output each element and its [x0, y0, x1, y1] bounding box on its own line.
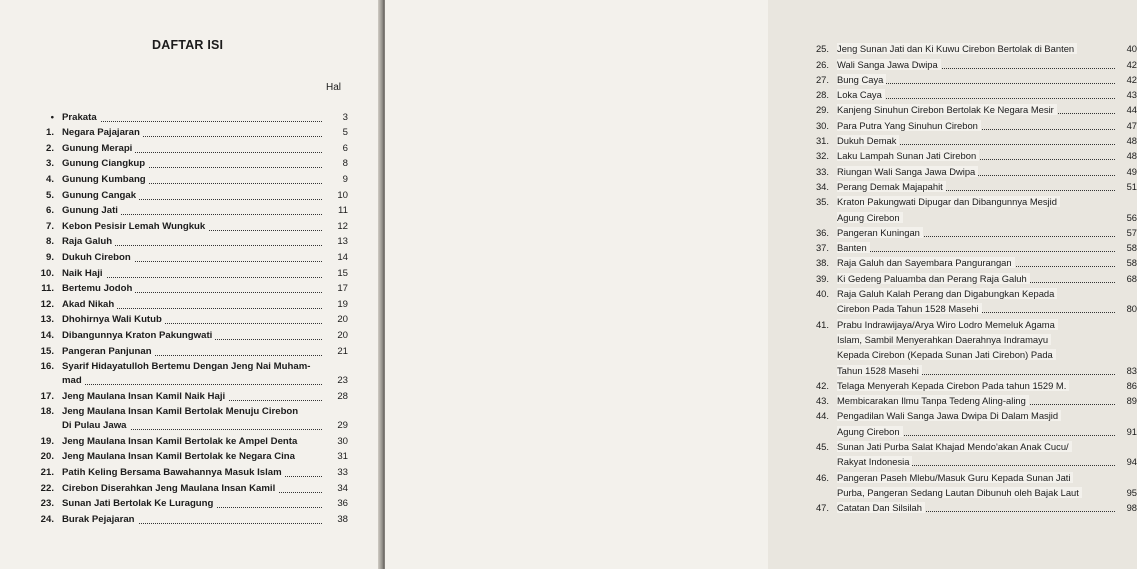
toc-entry-number: 37.: [815, 242, 829, 254]
toc-entry-number: 5.: [45, 189, 54, 201]
toc-entry-number: 25.: [815, 43, 829, 55]
toc-entry-title: Rakyat Indonesia: [837, 456, 912, 467]
toc-entry-title-wrap: [829, 456, 1115, 468]
toc-entry: [26, 448, 348, 464]
toc-entry-number: 2.: [45, 142, 54, 154]
toc-entry: [26, 217, 348, 233]
toc-entry: [26, 170, 348, 186]
toc-entry-page: 42: [1126, 58, 1137, 70]
toc-entry: [803, 269, 1137, 284]
toc-entry-title: Banten: [837, 242, 870, 253]
toc-entry-number: 21.: [40, 467, 54, 479]
toc-entry-number: 17.: [40, 390, 54, 402]
toc-entry-title-wrap: [54, 346, 322, 358]
toc-entry: [26, 202, 348, 218]
toc-entry-page: 11: [338, 205, 348, 217]
toc-entry-title: Membicarakan Ilmu Tanpa Tedeng Aling-aling: [837, 395, 1029, 406]
toc-entry-title-wrap: [829, 472, 1115, 484]
toc-entry-page: 29: [337, 420, 348, 432]
toc-entry-title: Prabu Indrawijaya/Arya Wiro Lodro Memeluk Agama: [837, 319, 1058, 330]
toc-entry-title: Pengadilan Wali Sanga Jawa Dwipa Di Dalam Masjid: [837, 410, 1061, 421]
toc-entry: [803, 55, 1137, 70]
toc-entry-number: 19.: [40, 435, 54, 447]
toc-entry-title-wrap: [829, 150, 1115, 162]
toc-entry-title-wrap: [829, 257, 1115, 269]
toc-entry: [803, 132, 1137, 147]
toc-entry-title-wrap: [54, 268, 322, 280]
toc-entry-title: Loka Caya: [837, 89, 885, 100]
toc-entry-number: 22.: [40, 482, 54, 494]
toc-entry: [26, 403, 348, 419]
right-page: [385, 0, 1137, 569]
toc-entry: [26, 139, 348, 155]
toc-entry: [803, 300, 1137, 315]
toc-entry: [26, 387, 348, 403]
toc-entry: [26, 264, 348, 280]
toc-entry-title: mad: [62, 375, 85, 386]
toc-entry: [803, 101, 1137, 116]
toc-entry-title: Gunung Merapi: [62, 143, 135, 154]
toc-entry-page: 23: [337, 375, 348, 387]
toc-entry-page: 8: [342, 158, 348, 170]
toc-entry: [803, 499, 1137, 514]
toc-entry-title-wrap: [829, 502, 1115, 514]
toc-entry-title-wrap: [829, 120, 1115, 132]
toc-entry-title-wrap: [54, 299, 322, 311]
page-title: DAFTAR ISI: [152, 38, 224, 52]
toc-entry-number: 7.: [45, 220, 54, 232]
toc-entry-number: 6.: [45, 205, 54, 217]
toc-entry-title: Riungan Wali Sanga Jawa Dwipa: [837, 166, 978, 177]
toc-entry-title: Jeng Maulana Insan Kamil Naik Haji: [62, 391, 228, 402]
toc-entry-page: 98: [1126, 502, 1137, 514]
toc-entry-number: 14.: [40, 329, 54, 341]
toc-entry-page: 48: [1126, 135, 1137, 147]
toc-entry-title-wrap: [829, 288, 1115, 300]
toc-entry-title: Dhohirnya Wali Kutub: [62, 314, 165, 325]
toc-entry-title: Kebon Pesisir Lemah Wungkuk: [62, 221, 208, 232]
toc-entry-page: 94: [1126, 456, 1137, 468]
toc-entry-title: Prakata: [62, 112, 100, 123]
toc-entry-title-wrap: [829, 181, 1115, 193]
toc-entry-title-wrap: [54, 451, 322, 463]
toc-entry: [803, 346, 1137, 361]
toc-entry-title-wrap: [54, 314, 322, 326]
toc-entry-title: Syarif Hidayatulloh Bertemu Dengan Jeng Nai Muham-: [62, 361, 313, 372]
toc-entry-title-wrap: [829, 135, 1115, 147]
toc-entry-title-wrap: [829, 303, 1115, 315]
toc-entry-title: Kepada Cirebon (Kepada Sunan Jati Cirebon) Pada: [837, 349, 1056, 360]
toc-entry-page: 43: [1126, 89, 1137, 101]
toc-entry-title: Catatan Dan Silsilah: [837, 502, 925, 513]
toc-entry-title-wrap: [54, 236, 322, 248]
toc-entry-title-wrap: [54, 143, 322, 155]
toc-entry: [26, 248, 348, 264]
toc-entry-title-wrap: [829, 59, 1115, 71]
toc-entry-title-wrap: [54, 467, 322, 479]
toc-entry-number: 43.: [815, 395, 829, 407]
toc-entry-title: Di Pulau Jawa: [62, 420, 130, 431]
toc-entry-title: Dibangunnya Kraton Pakungwati: [62, 330, 215, 341]
toc-entry-title: Laku Lampah Sunan Jati Cirebon: [837, 150, 979, 161]
toc-entry-title: Sunan Jati Purba Salat Khajad Mendo'akan Anak Cucu/: [837, 441, 1072, 452]
toc-entry-number: 12.: [40, 298, 54, 310]
toc-entry-title-wrap: [54, 483, 322, 495]
toc-entry-number: 30.: [815, 119, 829, 131]
toc-entry: [803, 468, 1137, 483]
toc-entry-title-wrap: [829, 242, 1115, 254]
toc-entry: [26, 373, 348, 387]
toc-entry-page: 19: [337, 298, 348, 310]
toc-entry-page: 31: [337, 451, 348, 463]
toc-entry: [803, 254, 1137, 269]
toc-entry: [803, 315, 1137, 330]
toc-entry-title: Raja Galuh: [62, 236, 115, 247]
toc-entry: [26, 510, 348, 526]
toc-entry-title: Agung Cirebon: [837, 212, 903, 223]
dot-leader: [62, 121, 322, 122]
toc-entry-title-wrap: [54, 361, 322, 373]
toc-entry-title-wrap: [54, 127, 322, 139]
toc-entry: [26, 463, 348, 479]
toc-entry-number: 8.: [45, 236, 54, 248]
toc-entry: [803, 116, 1137, 131]
toc-entry-title-wrap: [829, 227, 1115, 239]
toc-entry-number: 46.: [815, 471, 829, 483]
toc-entry: [803, 86, 1137, 101]
toc-entry-number: 36.: [815, 226, 829, 238]
toc-entry-page: 14: [337, 251, 348, 263]
toc-entry-title: Gunung Kumbang: [62, 174, 149, 185]
toc-entry-title-wrap: [829, 166, 1115, 178]
toc-entry-page: 57: [1126, 226, 1137, 238]
toc-entry-title-wrap: [829, 104, 1115, 116]
toc-entry: [26, 326, 348, 342]
toc-entry-page: 12: [337, 220, 348, 232]
toc-entry-title-wrap: [829, 365, 1115, 377]
toc-entry-page: 58: [1126, 257, 1137, 269]
toc-entry: [803, 407, 1137, 422]
left-page: [0, 0, 381, 569]
toc-entry-title-wrap: [829, 441, 1115, 453]
toc-entry-title: Jeng Maulana Insan Kamil Bertolak ke Negara Cina: [62, 451, 298, 462]
toc-entry-title: Negara Pajajaran: [62, 127, 143, 138]
toc-entry-number: 34.: [815, 180, 829, 192]
toc-entry: [26, 295, 348, 311]
toc-entry-title-wrap: [54, 283, 322, 295]
toc-entry-page: 21: [337, 345, 348, 357]
toc-entry-page: 38: [337, 513, 348, 525]
toc-entry-title: Raja Galuh dan Sayembara Pangurangan: [837, 257, 1015, 268]
toc-entry-number: 10.: [40, 267, 54, 279]
toc-entry: [803, 193, 1137, 208]
toc-entry-page: 6: [342, 142, 348, 154]
toc-entry-number: 35.: [815, 196, 829, 208]
toc-entry: [26, 155, 348, 171]
toc-entry-title-wrap: [829, 319, 1115, 331]
toc-entry-page: 48: [1126, 150, 1137, 162]
toc-entry-title: Bung Caya: [837, 74, 886, 85]
dot-leader: [62, 384, 322, 385]
toc-entry-title-wrap: [54, 420, 322, 432]
toc-entry-title-wrap: [829, 349, 1115, 361]
toc-entry-number: 24.: [40, 513, 54, 525]
toc-entry-number: 29.: [815, 104, 829, 116]
toc-entry-number: 40.: [815, 288, 829, 300]
toc-entry-title-wrap: [829, 196, 1115, 208]
toc-entry-title: Raja Galuh Kalah Perang dan Digabungkan Kepada: [837, 288, 1057, 299]
toc-entry-title-wrap: [54, 158, 322, 170]
toc-entry-page: 95: [1126, 486, 1137, 498]
toc-entry: [803, 438, 1137, 453]
toc-entry-title: Kraton Pakungwati Dipugar dan Dibangunnya Mesjid: [837, 196, 1060, 207]
toc-entry: [803, 178, 1137, 193]
toc-entry-title: Gunung Jati: [62, 205, 121, 216]
toc-entry-number: 32.: [815, 150, 829, 162]
toc-entry-number: 39.: [815, 272, 829, 284]
toc-entry: [26, 432, 348, 448]
toc-entry-title-wrap: [54, 436, 322, 448]
toc-entry: [803, 377, 1137, 392]
toc-entry-title-wrap: [54, 406, 322, 418]
toc-entry-title-wrap: [54, 252, 322, 264]
toc-entry: [26, 311, 348, 327]
toc-entry-title: Dukuh Cirebon: [62, 252, 134, 263]
toc-entry: [26, 358, 348, 374]
toc-entry: [803, 239, 1137, 254]
toc-entry-title: Telaga Menyerah Kepada Cirebon Pada tahun 1529 M.: [837, 380, 1069, 391]
toc-entry-number: 9.: [45, 251, 54, 263]
toc-entry-page: 89: [1126, 395, 1137, 407]
toc-entry-page: 47: [1126, 119, 1137, 131]
toc-entry-title-wrap: [829, 380, 1115, 392]
toc-entry-number: 42.: [815, 379, 829, 391]
toc-entry-title: Jeng Sunan Jati dan Ki Kuwu Cirebon Bertolak di Banten: [837, 43, 1077, 54]
toc-entry: [26, 108, 348, 124]
toc-entry-number: 45.: [815, 441, 829, 453]
toc-entry-page: 58: [1126, 242, 1137, 254]
toc-entry-page: 91: [1126, 425, 1137, 437]
toc-entry-title: Patih Keling Bersama Bawahannya Masuk Islam: [62, 467, 285, 478]
toc-entry: [803, 40, 1137, 55]
page-column-header: Hal: [326, 82, 342, 93]
toc-entry-title-wrap: [829, 487, 1115, 499]
toc-entry-number: 47.: [815, 502, 829, 514]
toc-entry-title: Akad Nikah: [62, 299, 117, 310]
toc-entry-title: Pangeran Panjunan: [62, 346, 155, 357]
toc-entry-page: 68: [1126, 272, 1137, 284]
toc-entry-title-wrap: [829, 212, 1115, 224]
toc-entry-number: 26.: [815, 58, 829, 70]
toc-entry: [26, 280, 348, 296]
toc-entry-title: Islam, Sambil Menyerahkan Daerahnya Indramayu: [837, 334, 1051, 345]
toc-entry-page: 51: [1126, 180, 1137, 192]
dot-leader: [837, 251, 1115, 252]
toc-entry-number: 23.: [40, 498, 54, 510]
toc-entry-number: 1.: [45, 127, 54, 139]
toc-entry-title: Pangeran Paseh Mlebu/Masuk Guru Kepada Sunan Jati: [837, 472, 1073, 483]
toc-entry-title: Bertemu Jodoh: [62, 283, 135, 294]
toc-list-left: [26, 108, 348, 526]
toc-entry-title-wrap: [54, 221, 322, 233]
toc-entry-title-wrap: [829, 395, 1115, 407]
toc-entry-title: Wali Sanga Jawa Dwipa: [837, 59, 941, 70]
toc-entry-number: 16.: [40, 361, 54, 373]
toc-entry-title-wrap: [829, 334, 1115, 346]
toc-entry-page: 33: [337, 467, 348, 479]
toc-entry-title-wrap: [54, 514, 322, 526]
toc-entry-title-wrap: [54, 112, 322, 124]
toc-entry-title: Purba, Pangeran Sedang Lautan Dibunuh oleh Bajak Laut: [837, 487, 1082, 498]
toc-entry-title: Naik Haji: [62, 268, 106, 279]
toc-entry: [803, 162, 1137, 177]
toc-entry-number: 11.: [41, 283, 54, 295]
toc-entry: [803, 71, 1137, 86]
toc-entry-number: 44.: [815, 410, 829, 422]
toc-entry: [26, 495, 348, 511]
toc-entry-page: 49: [1126, 165, 1137, 177]
toc-entry-page: 13: [337, 236, 348, 248]
toc-entry-number: 18.: [40, 406, 54, 418]
toc-entry-page: 30: [337, 435, 348, 447]
toc-entry: [26, 186, 348, 202]
toc-entry-page: 20: [337, 329, 348, 341]
toc-entry-title-wrap: [829, 43, 1115, 55]
toc-entry-number: 31.: [815, 135, 829, 147]
toc-entry-title-wrap: [54, 498, 322, 510]
toc-entry-title-wrap: [54, 391, 322, 403]
toc-entry-page: 5: [342, 127, 348, 139]
toc-entry-title-wrap: [829, 426, 1115, 438]
toc-entry-number: •: [50, 111, 54, 123]
toc-entry-number: 41.: [815, 318, 829, 330]
toc-entry-title-wrap: [54, 174, 322, 186]
toc-entry-title-wrap: [54, 375, 322, 387]
toc-entry-page: 44: [1126, 104, 1137, 116]
toc-entry: [803, 361, 1137, 376]
toc-entry: [26, 124, 348, 140]
toc-entry-title: Jeng Maulana Insan Kamil Bertolak ke Ampel Denta: [62, 436, 300, 447]
toc-entry-title: Ki Gedeng Paluamba dan Perang Raja Galuh: [837, 273, 1030, 284]
toc-entry: [26, 479, 348, 495]
toc-entry: [803, 392, 1137, 407]
toc-entry-page: 80: [1126, 303, 1137, 315]
toc-entry-page: 86: [1126, 379, 1137, 391]
toc-entry: [803, 331, 1137, 346]
toc-entry-title: Sunan Jati Bertolak Ke Luragung: [62, 498, 216, 509]
toc-entry-title: Cirebon Pada Tahun 1528 Masehi: [837, 303, 982, 314]
toc-entry-title: Agung Cirebon: [837, 426, 903, 437]
toc-entry: [26, 418, 348, 432]
toc-entry-page: 3: [342, 111, 348, 123]
toc-entry: [803, 224, 1137, 239]
toc-entry-title-wrap: [829, 273, 1115, 285]
toc-entry-title: Gunung Ciangkup: [62, 158, 148, 169]
toc-entry-page: 34: [337, 482, 348, 494]
toc-entry-title: Burak Pejajaran: [62, 514, 138, 525]
toc-entry-title: Dukuh Demak: [837, 135, 899, 146]
toc-entry: [803, 453, 1137, 468]
toc-entry-page: 56: [1126, 211, 1137, 223]
toc-entry-title: Pangeran Kuningan: [837, 227, 923, 238]
toc-list-right: [803, 40, 1137, 514]
toc-entry: [803, 208, 1137, 223]
toc-entry-number: 27.: [815, 73, 829, 85]
toc-entry-title-wrap: [829, 89, 1115, 101]
toc-entry-title: Kanjeng Sinuhun Cirebon Bertolak Ke Negara Mesir: [837, 104, 1057, 115]
toc-entry-page: 83: [1126, 364, 1137, 376]
toc-entry-page: 10: [337, 189, 348, 201]
toc-entry-number: 33.: [815, 165, 829, 177]
toc-entry-title: Jeng Maulana Insan Kamil Bertolak Menuju Cirebon: [62, 406, 301, 417]
toc-entry-page: 36: [337, 498, 348, 510]
toc-entry-number: 13.: [40, 314, 54, 326]
toc-entry-number: 3.: [45, 158, 54, 170]
toc-entry-title-wrap: [54, 205, 322, 217]
toc-entry-number: 20.: [40, 451, 54, 463]
toc-entry-number: 4.: [45, 173, 54, 185]
toc-entry: [803, 147, 1137, 162]
toc-entry-title-wrap: [54, 190, 322, 202]
toc-entry-page: 15: [337, 267, 348, 279]
toc-entry-number: 28.: [815, 89, 829, 101]
toc-entry: [26, 233, 348, 249]
toc-entry-page: 28: [337, 390, 348, 402]
toc-entry-number: 15.: [40, 345, 54, 357]
toc-entry-title-wrap: [829, 410, 1115, 422]
toc-entry-title-wrap: [54, 330, 322, 342]
toc-entry-title: Para Putra Yang Sinuhun Cirebon: [837, 120, 981, 131]
toc-entry-page: 40: [1126, 43, 1137, 55]
toc-entry-title: Cirebon Diserahkan Jeng Maulana Insan Kamil: [62, 483, 278, 494]
toc-entry-page: 9: [342, 173, 348, 185]
toc-entry-title: Tahun 1528 Masehi: [837, 365, 922, 376]
toc-entry-title: Perang Demak Majapahit: [837, 181, 946, 192]
toc-entry-title-wrap: [829, 74, 1115, 86]
toc-entry: [803, 484, 1137, 499]
toc-entry: [26, 342, 348, 358]
toc-entry-title: Gunung Cangak: [62, 190, 139, 201]
toc-entry-page: 17: [337, 283, 348, 295]
toc-entry: [803, 285, 1137, 300]
toc-entry-page: 20: [337, 314, 348, 326]
toc-entry-page: 42: [1126, 73, 1137, 85]
toc-entry: [803, 422, 1137, 437]
toc-entry-number: 38.: [815, 257, 829, 269]
